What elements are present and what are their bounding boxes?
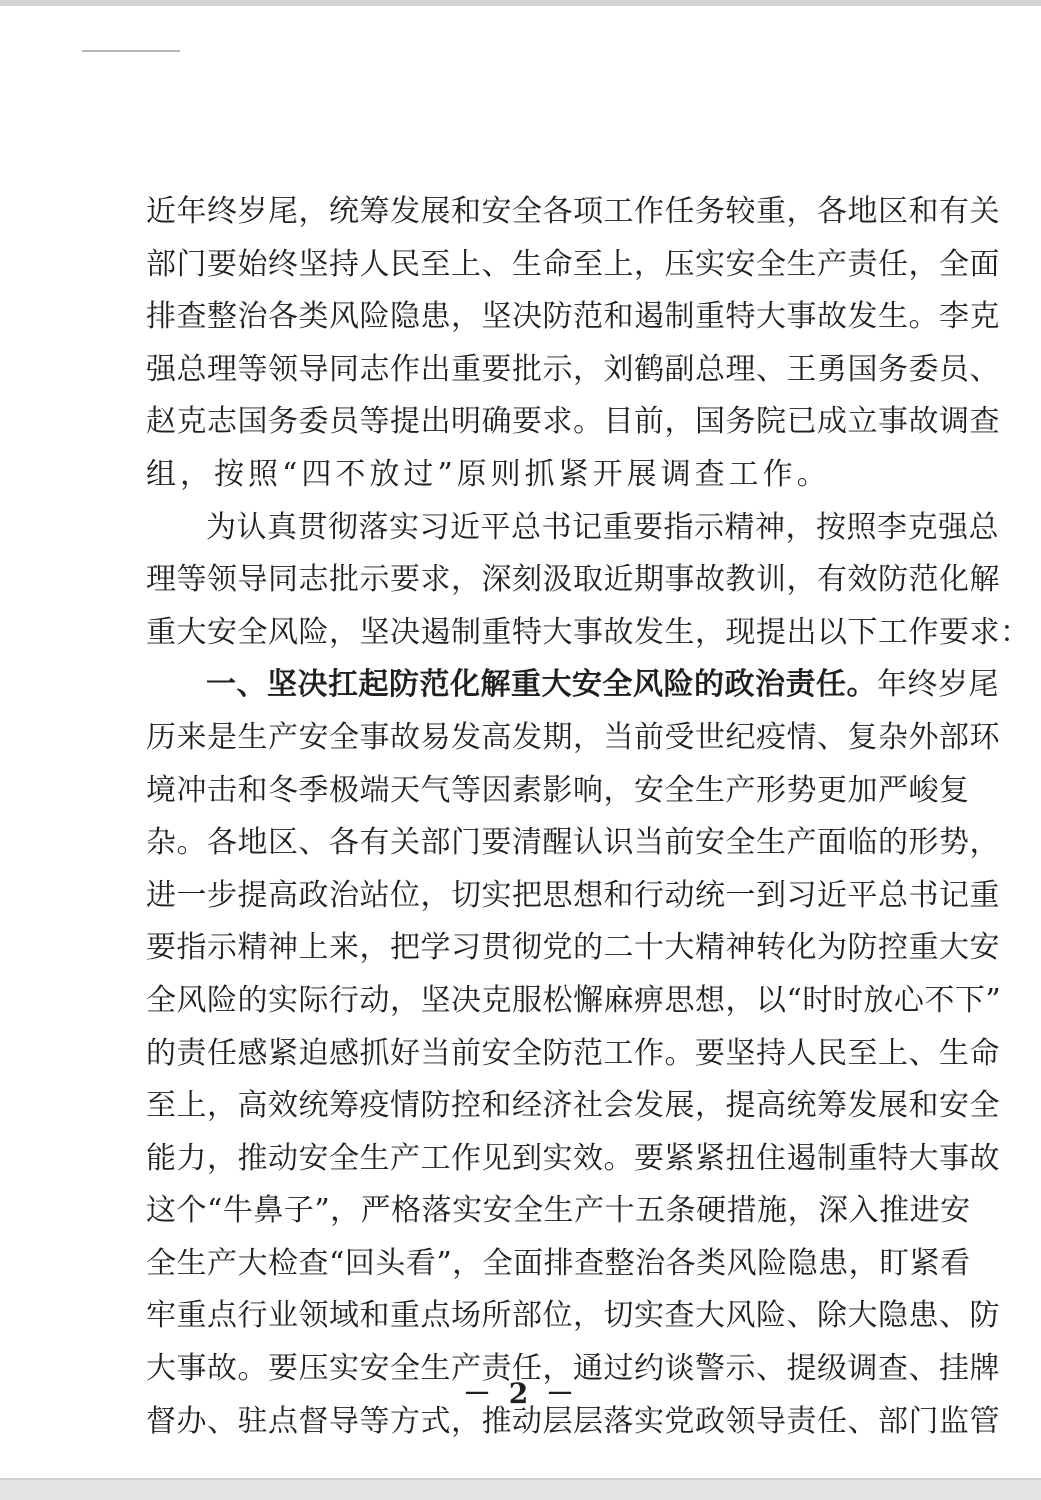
text-fragment: 年终岁尾 xyxy=(877,667,999,703)
text-line: 全生产大检查“回头看”，全面排查整治各类风险隐患，盯紧看 xyxy=(146,1245,971,1281)
text-line: 组，按照“四不放过”原则抓紧开展调查工作。 xyxy=(146,456,831,492)
text-line: 重大安全风险，坚决遏制重特大事故发生，现提出以下工作要求： xyxy=(146,614,1031,650)
top-frame-border xyxy=(0,0,1041,6)
text-line: 为认真贯彻落实习近平总书记重要指示精神，按照李克强总 xyxy=(206,509,999,545)
document-body xyxy=(146,186,1031,1448)
text-line: 进一步提高政治站位，切实把思想和行动统一到习近平总书记重 xyxy=(146,877,1000,913)
bottom-frame-border xyxy=(0,1480,1041,1500)
text-line: 近年终岁尾，统筹发展和安全各项工作任务较重，各地区和有关 xyxy=(146,194,1000,229)
text-line: 牢重点行业领域和重点场所部位，切实查大风险、除大隐患、防 xyxy=(146,1298,1000,1334)
text-line: 理等领导同志批示要求，深刻汲取近期事故教训，有效防范化解 xyxy=(146,562,1000,598)
header-rule xyxy=(82,50,180,52)
text-line: 杂。各地区、各有关部门要清醒认识当前安全生产面临的形势， xyxy=(146,825,1000,861)
text-line: 督办、驻点督导等方式，推动层层落实党政领导责任、部门监管 xyxy=(146,1403,1000,1439)
text-line: 能力，推动安全生产工作见到实效。要紧紧扭住遏制重特大事故 xyxy=(146,1140,1000,1176)
section-heading: 一、坚决扛起防范化解重大安全风险的政治责任。 xyxy=(206,667,877,703)
text-line: 强总理等领导同志作出重要批示，刘鹤副总理、王勇国务委员、 xyxy=(146,351,1000,387)
text-line: 大事故。要压实安全生产责任，通过约谈警示、提级调查、挂牌 xyxy=(146,1351,1000,1387)
text-line: 部门要始终坚持人民至上、生命至上，压实安全生产责任，全面 xyxy=(146,246,1000,282)
text-line: 赵克志国务委员等提出明确要求。目前，国务院已成立事故调查 xyxy=(146,404,1000,440)
page-number: － 2 － xyxy=(463,1377,578,1410)
text-line: 的责任感紧迫感抓好当前安全防范工作。要坚持人民至上、生命 xyxy=(146,1035,1000,1071)
text-line: 排查整治各类风险隐患，坚决防范和遏制重特大事故发生。李克 xyxy=(146,299,1000,335)
text-line: 境冲击和冬季极端天气等因素影响，安全生产形势更加严峻复 xyxy=(146,772,970,808)
text-line: 全风险的实际行动，坚决克服松懈麻痹思想，以“时时放心不下” xyxy=(146,982,1002,1018)
text-line: 这个“牛鼻子”，严格落实安全生产十五条硬措施，深入推进安 xyxy=(146,1193,971,1229)
text-line: 至上，高效统筹疫情防控和经济社会发展，提高统筹发展和安全 xyxy=(146,1088,1000,1124)
section-heading-line xyxy=(146,659,999,712)
text-line: 要指示精神上来，把学习贯彻党的二十大精神转化为防控重大安 xyxy=(146,930,1000,966)
text-line: 历来是生产安全事故易发高发期，当前受世纪疫情、复杂外部环 xyxy=(146,719,1000,755)
